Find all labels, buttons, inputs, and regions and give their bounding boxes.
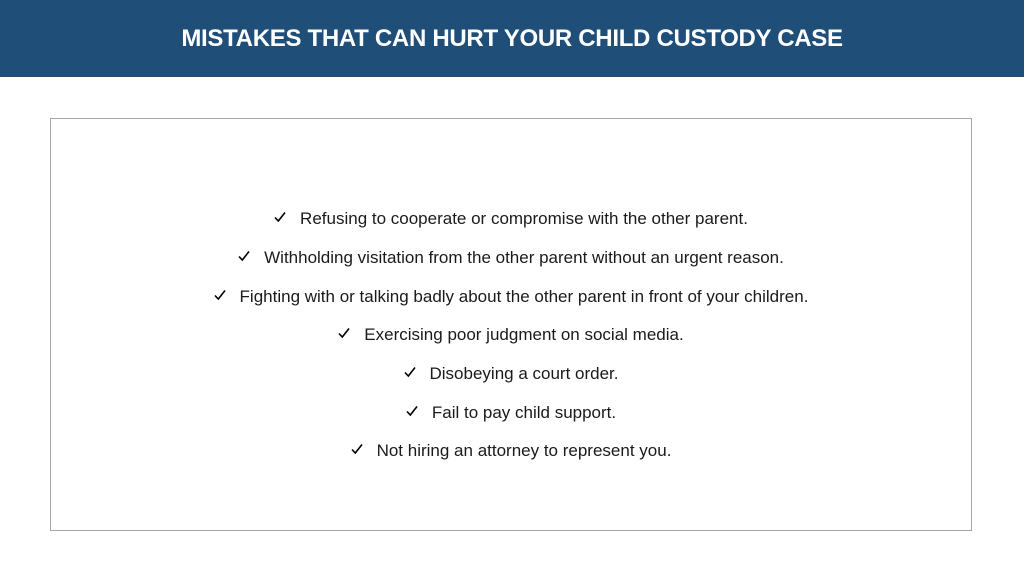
list-item [51,277,971,316]
checkmark-icon [404,366,416,378]
list-item-text: Refusing to cooperate or compromise with the other parent. [300,209,748,229]
list-item [51,393,971,432]
list-item [51,239,971,278]
list-item [51,316,971,355]
list-item-text: Exercising poor judgment on social media. [364,325,684,345]
list-item [51,200,971,239]
slide-title: MISTAKES THAT CAN HURT YOUR CHILD CUSTODY CASE [181,24,843,52]
checkmark-icon [406,405,418,417]
checkmark-icon [351,443,363,455]
checkmark-icon [274,211,286,223]
content-box [50,118,972,531]
list-item-text: Fighting with or talking badly about the other parent in front of your children. [239,286,809,306]
list-item-text: Withholding visitation from the other parent without an urgent reason. [264,248,784,268]
list-item [51,355,971,394]
list-item-text: Fail to pay child support. [431,402,617,422]
checklist [51,200,971,471]
list-item-text: Disobeying a court order. [429,364,619,384]
title-bar [0,0,1024,77]
checkmark-icon [214,289,226,301]
checkmark-icon [338,327,350,339]
checkmark-icon [238,250,250,262]
list-item-text: Not hiring an attorney to represent you. [376,441,672,461]
list-item [51,432,971,471]
